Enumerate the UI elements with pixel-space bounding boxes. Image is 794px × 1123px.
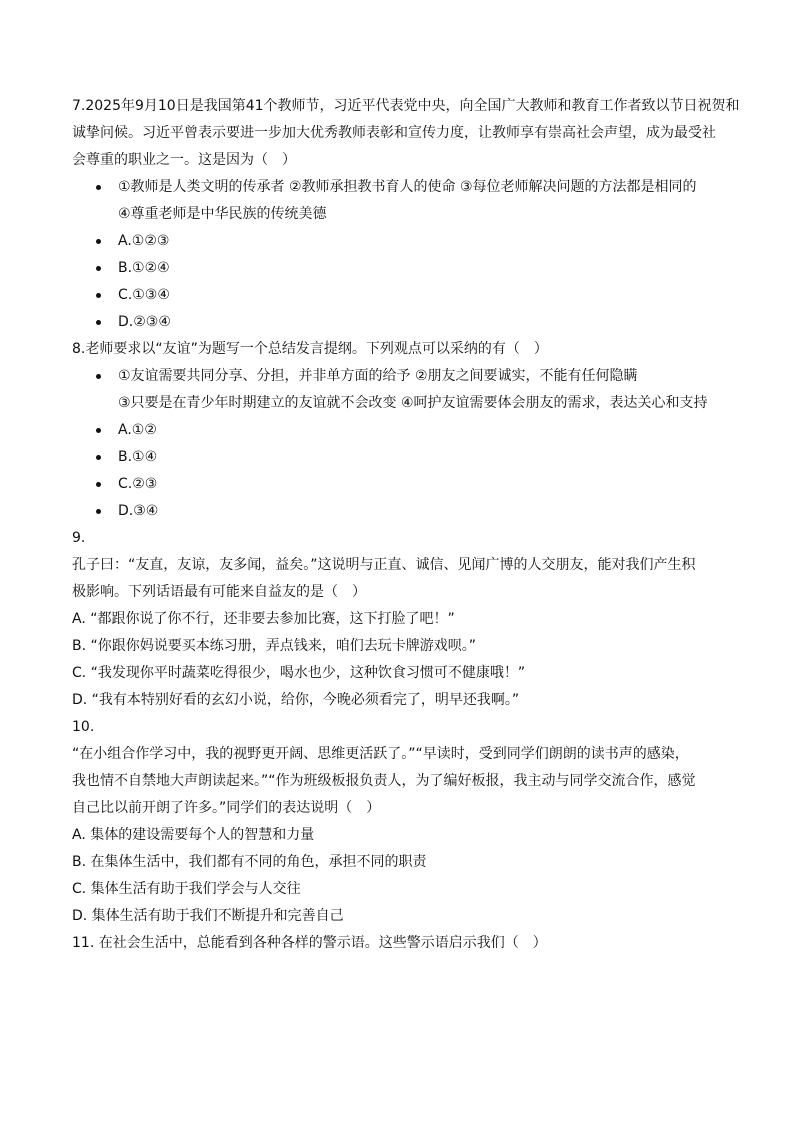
question-8-statement-line-1: ①友谊需要共同分享、分担，并非单方面的给予 ②朋友之间要诚实，不能有任何隐瞒 [118,368,638,384]
question-7-option-b[interactable] [72,255,732,282]
question-9-option-b[interactable]: B. “你跟你妈说要买本练习册，弄点钱来，咱们去玩卡牌游戏呗。” [72,638,477,654]
question-8-option-a[interactable] [72,417,732,444]
bullet-icon [96,509,101,514]
bullet-icon [96,428,101,433]
question-10-option-d[interactable]: D. 集体生活有助于我们不断提升和完善自己 [72,908,344,924]
question-10-option-a[interactable]: A. 集体的建设需要每个人的智慧和力量 [72,827,315,843]
question-9-option-d[interactable]: D. “我有本特别好看的玄幻小说，给你，今晚必须看完了，明早还我啊。” [72,692,520,708]
question-9-option-c[interactable]: C. “我发现你平时蔬菜吃得很少，喝水也少，这种饮食习惯可不健康哦！” [72,665,526,681]
bullet-icon [96,374,101,379]
question-8-statement-line-2: ③只要是在青少年时期建立的友谊就不会改变 ④呵护友谊需要体会朋友的需求，表达关心和支持 [118,395,708,411]
question-7-option-d[interactable] [72,309,732,336]
question-7-option-c[interactable] [72,282,732,309]
question-10-stem-line-2: 我也情不自禁地大声朗读起来。”“作为班级板报负责人，为了编好板报，我主动与同学交流合作，感觉 [72,773,696,789]
question-8 [72,336,732,525]
question-9-option-a[interactable]: A. “都跟你说了你不行，还非要去参加比赛，这下打脸了吧！” [72,611,455,627]
bullet-icon [96,455,101,460]
question-7 [72,93,740,336]
question-7-statement-line-2: ④尊重老师是中华民族的传统美德 [118,206,327,222]
question-10 [72,714,732,930]
question-11-stem: 11. 在社会生活中，总能看到各种各样的警示语。这些警示语启示我们（ ） [72,935,547,951]
question-7-stem-line-2: 诚挚问候。习近平曾表示要进一步加大优秀教师表彰和宣传力度，让教师享有崇高社会声望，成为最受社 [72,125,716,141]
question-10-stem-line-3: 自己比以前开朗了许多。”同学们的表达说明（ ） [72,800,381,816]
exam-page [72,93,740,957]
bullet-icon [96,482,101,487]
option-label: D.③④ [118,503,159,519]
question-7-statement-line-1: ①教师是人类文明的传承者 ②教师承担教书育人的使命 ③每位老师解决问题的方法都是相同的 [118,179,697,195]
question-8-option-c[interactable] [72,471,732,498]
question-9-stem-line-2: 极影响。下列话语最有可能来自益友的是（ ） [72,584,366,600]
question-8-option-b[interactable] [72,444,732,471]
question-10-number: 10. [72,719,95,735]
option-label: D.②③④ [118,314,171,330]
bullet-icon [96,239,101,244]
option-label: B.①②④ [118,260,170,276]
option-label: C.②③ [118,476,158,492]
option-label: B.①④ [118,449,158,465]
question-7-statements [72,174,732,201]
bullet-icon [96,266,101,271]
question-8-stem: 8.老师要求以“友谊”为题写一个总结发言提纲。下列观点可以采纳的有（ ） [72,341,548,357]
option-label: A.①② [118,422,157,438]
bullet-icon [96,320,101,325]
question-10-stem-line-1: “在小组合作学习中，我的视野更开阔、思维更活跃了。”“早读时，受到同学们朗朗的读书声的感染， [72,746,689,762]
question-10-option-b[interactable]: B. 在集体生活中，我们都有不同的角色，承担不同的职责 [72,854,427,870]
question-7-stem-line-3: 会尊重的职业之一。这是因为（ ） [72,152,296,168]
option-label: A.①②③ [118,233,170,249]
question-8-statements [72,363,732,390]
question-9-number: 9. [72,530,86,546]
question-8-option-d[interactable] [72,498,732,525]
option-label: C.①③④ [118,287,170,303]
question-9 [72,525,732,714]
question-9-stem-line-1: 孔子曰：“友直，友谅，友多闻，益矣。”这说明与正直、诚信、见闻广博的人交朋友，能对我们产生积 [72,557,696,573]
question-7-stem-line-1: 7.2025年9月10日是我国第41个教师节，习近平代表党中央，向全国广大教师和教育工作者致以节日祝贺和 [72,98,740,114]
question-7-option-a[interactable] [72,228,732,255]
bullet-icon [96,185,101,190]
question-10-option-c[interactable]: C. 集体生活有助于我们学会与人交往 [72,881,301,897]
bullet-icon [96,293,101,298]
question-11 [72,930,732,957]
